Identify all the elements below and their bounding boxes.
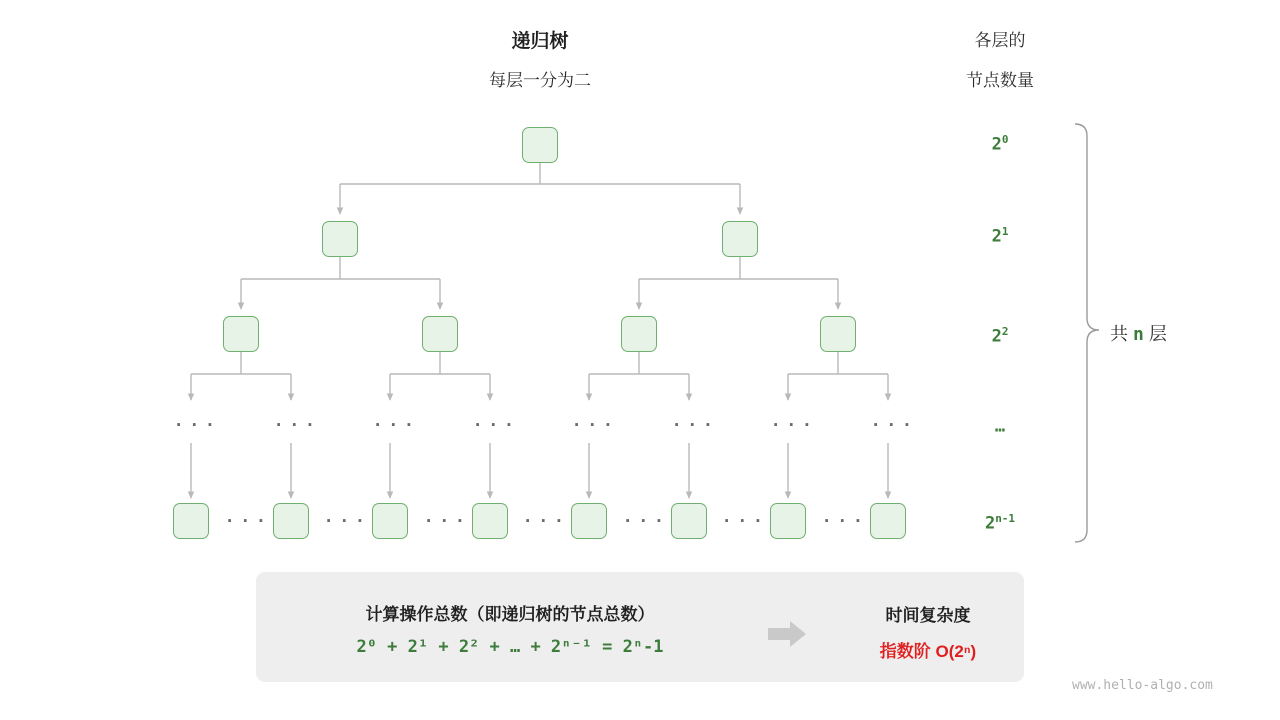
page-subtitle: 每层一分为二 [489,71,591,90]
row-ellipsis: · · · [227,511,267,532]
level-count-exponent: n-1 [995,512,1016,525]
tree-node [722,221,758,257]
ellipsis-node: · · · [276,415,316,436]
tree-node [671,503,707,539]
level-count-base: 2 [984,513,996,534]
row-ellipsis: · · · [426,511,466,532]
summary-formula: 2⁰ + 2¹ + 2² + … + 2ⁿ⁻¹ = 2ⁿ-1 [356,637,664,657]
level-count-base: … [994,416,1006,437]
tree-node [770,503,806,539]
brace-label-suffix: 层 [1148,324,1167,344]
summary-right-value: 指数阶 O(2ⁿ) [879,642,977,661]
ellipsis-node: · · · [475,415,515,436]
ellipsis-node: · · · [773,415,813,436]
page-title: 递归树 [511,31,569,52]
level-count-0 [940,133,1060,155]
tree-node [870,503,906,539]
level-count-exponent: 0 [1001,133,1009,146]
tree-node [522,127,558,163]
tree-node [273,503,309,539]
tree-node [322,221,358,257]
tree-node [173,503,209,539]
brace-label [1110,320,1167,346]
ellipsis-node: · · · [873,415,913,436]
level-count-2 [940,325,1060,347]
level-count-4 [940,512,1060,534]
watermark: www.hello-algo.com [1072,678,1213,693]
row-ellipsis: · · · [525,511,565,532]
brace-label-prefix: 共 [1110,324,1128,344]
tree-node [223,316,259,352]
level-count-base: 2 [991,134,1002,155]
row-ellipsis: · · · [824,511,864,532]
summary-left-title: 计算操作总数（即递归树的节点总数） [365,605,655,624]
level-count-exponent: 2 [1001,325,1009,338]
row-ellipsis: · · · [724,511,764,532]
row-ellipsis: · · · [326,511,366,532]
brace-label-variable: n [1133,324,1144,345]
tree-node [372,503,408,539]
right-header-line1: 各层的 [974,31,1026,50]
row-ellipsis: · · · [625,511,665,532]
ellipsis-node: · · · [674,415,714,436]
tree-node [422,316,458,352]
tree-node [472,503,508,539]
ellipsis-node: · · · [375,415,415,436]
tree-node [621,316,657,352]
level-count-1 [940,225,1060,247]
summary-right-title: 时间复杂度 [885,606,971,625]
summary-panel [256,572,1024,682]
right-header-line2: 节点数量 [966,71,1034,90]
tree-node [820,316,856,352]
ellipsis-node: · · · [574,415,614,436]
tree-node [571,503,607,539]
level-count-base: 2 [991,226,1002,247]
level-count-base: 2 [991,326,1002,347]
level-count-exponent: 1 [1001,225,1009,238]
ellipsis-node: · · · [176,415,216,436]
level-count-3 [940,415,1060,437]
